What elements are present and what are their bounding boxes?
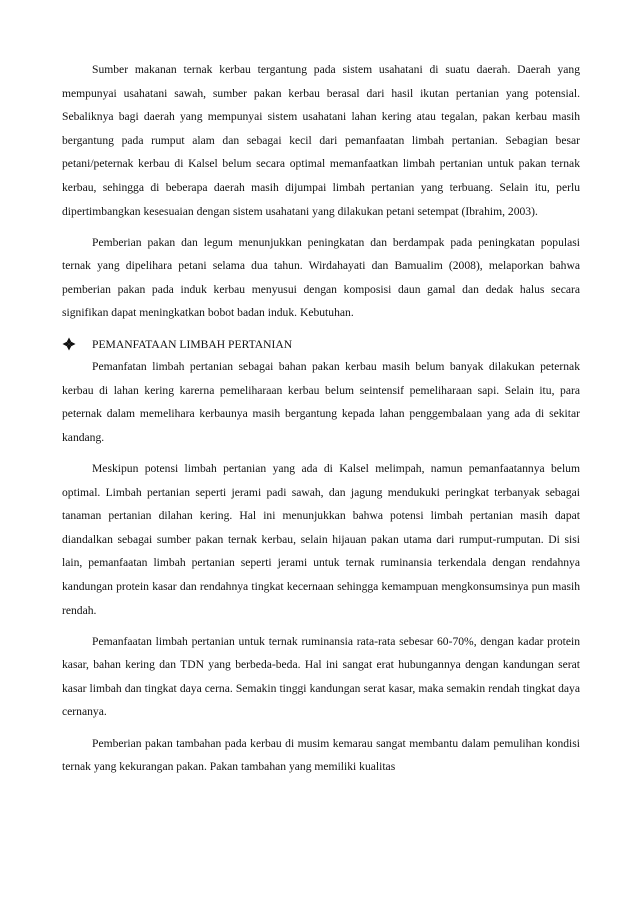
- document-page: [62, 58, 580, 786]
- section-heading: [62, 333, 580, 357]
- paragraph-potensi-limbah-kalsel: Meskipun potensi limbah pertanian yang ada di Kalsel melimpah, namun pemanfaatannya belum optimal. Limbah pertanian seperti jerami padi sawah, dan jagung mendukuki peringkat terbanyak sebagai tanaman pertanian dilahan kering. Hal ini menunjukkan bahwa potensi limbah pertanian masih dapat diandalkan sebagai sumber pakan ternak kerbau, selain hijauan pakan utama dari rumput-rumputan. Di sisi lain, pemanfaatan limbah pertanian seperti jerami untuk ternak ruminansia terkendala dengan rendahnya kandungan protein kasar dan rendahnya tingkat kecernaan sehingga kemampuan mengkonsumsinya pun masih rendah.: [62, 462, 580, 617]
- paragraph-usahatani: Sumber makanan ternak kerbau tergantung pada sistem usahatani di suatu daerah. Daerah yang mempunyai usahatani sawah, sumber pakan kerbau berasal dari hasil ikutan pertanian yang potensial. Sebaliknya bagi daerah yang mempunyai sistem usahatani lahan kering atau tegalan, pakan kerbau masih bergantung pada rumput alam dan sebagai kecil dari pemanfaatan limbah pertanian. Sebagian besar petani/peternak kerbau di Kalsel belum secara optimal memanfaatkan limbah pertanian untuk pakan ternak kerbau, sehingga di beberapa daerah masih dijumpai limbah pertanian yang terbuang. Selain itu, perlu dipertimbangkan kesesuaian dengan sistem usahatani yang dilakukan petani setempat (Ibrahim, 2003).: [62, 63, 580, 218]
- paragraph-pakan-tambahan-kemarau: Pemberian pakan tambahan pada kerbau di musim kemarau sangat membantu dalam pemulihan kondisi ternak yang kekurangan pakan. Pakan tambahan yang memiliki kualitas: [62, 736, 580, 774]
- diamond-bullet-icon: [62, 337, 76, 351]
- section-heading-text: PEMANFATAAN LIMBAH PERTANIAN: [92, 337, 293, 351]
- paragraph-pemberian-pakan-legum: Pemberian pakan dan legum menunjukkan peningkatan dan berdampak pada peningkatan populasi ternak yang dipelihara petani selama dua tahun. Wirdahayati dan Bamualim (2008), melaporkan bahwa pemberian pakan pada induk kerbau menyusui dengan komposisi daun gamal dan dedak halus secara signifikan dapat meningkatkan bobot badan induk. Kebutuhan.: [62, 235, 580, 320]
- paragraph-ruminansia-protein: Pemanfaatan limbah pertanian untuk ternak ruminansia rata-rata sebesar 60-70%, dengan kadar protein kasar, bahan kering dan TDN yang berbeda-beda. Hal ini sangat erat hubungannya dengan kandungan serat kasar limbah dan tingkat daya cerna. Semakin tinggi kandungan serat kasar, maka semakin rendah tingkat daya cernanya.: [62, 634, 580, 719]
- paragraph-pemanfatan-limbah: Pemanfatan limbah pertanian sebagai bahan pakan kerbau masih belum banyak dilakukan peternak kerbau di lahan kering karerna pemeliharaan kerbau belum seintensif pemeliharaan sapi. Selain itu, para peternak dalam memelihara kerbaunya masih bergantung kepada lahan penggembalaan yang ada di sekitar kandang.: [62, 360, 580, 444]
